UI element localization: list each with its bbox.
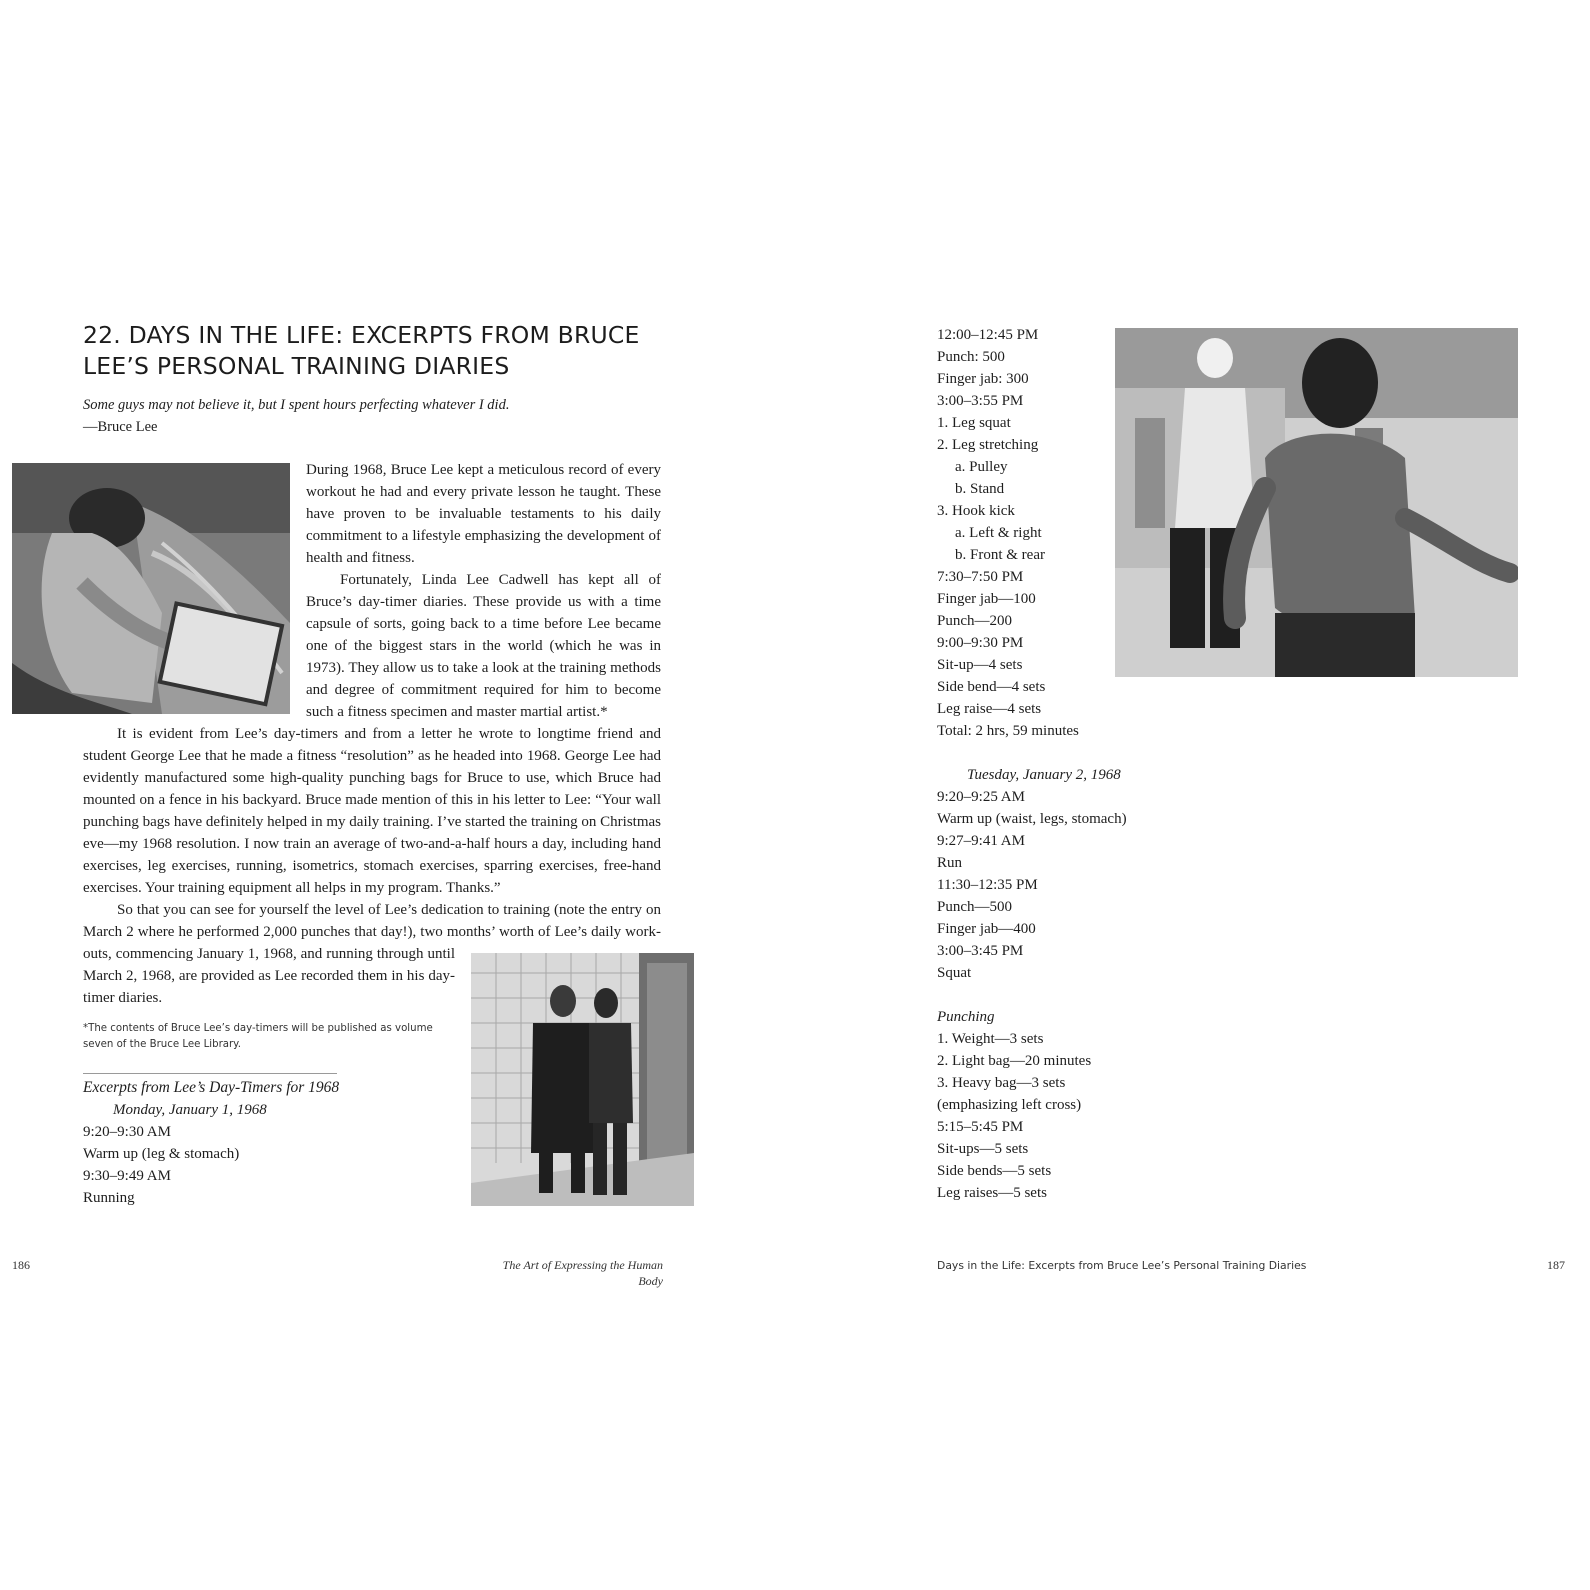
epigraph-attribution: —Bruce Lee xyxy=(83,419,158,435)
diary-entry: Warm up (leg & stomach) xyxy=(83,1146,240,1162)
epigraph-quote: Some guys may not believe it, but I spent hours perfecting whatever I did. xyxy=(83,397,510,413)
photo-lee-fighting-stance-image xyxy=(1115,328,1518,677)
diary-entry: Warm up (waist, legs, stomach) xyxy=(937,811,1127,827)
photo-lee-with-george-lee-image xyxy=(471,953,694,1206)
photo-lee-writing-diary-image xyxy=(12,463,290,714)
diary-entry: Leg raises—5 sets xyxy=(937,1185,1047,1201)
diary-entry: Side bend—4 sets xyxy=(937,679,1046,695)
diary-excerpts-jan1-start xyxy=(83,1077,339,1209)
diary-entry: 3. Hook kick xyxy=(937,503,1015,519)
diary-entry: Finger jab: 300 xyxy=(937,371,1029,387)
intro-paragraph-4-end: outs, commencing January 1, 1968, and running through until March 2, 1968, are provided as Lee recorded them in his day-timer diaries. xyxy=(83,946,455,1006)
running-head-left: The Art of Expressing the Human Body xyxy=(502,1258,663,1288)
photo-lee-with-george-lee xyxy=(471,953,694,1206)
page-number-right: 187 xyxy=(1547,1258,1565,1272)
diary-day-label: Monday, January 1, 1968 xyxy=(113,1102,267,1118)
footnote: *The contents of Bruce Lee’s day-timers will be published as volume seven of the Bruce Lee Library. xyxy=(83,1023,433,1050)
diary-day-label: Tuesday, January 2, 1968 xyxy=(967,767,1121,783)
diary-entry: 5:15–5:45 PM xyxy=(937,1119,1024,1135)
diary-entry: 2. Light bag—20 minutes xyxy=(937,1053,1092,1069)
diary-entry: Squat xyxy=(937,965,972,981)
intro-paragraph-3: It is evident from Lee’s day-timers and from a letter he wrote to longtime friend and student George Lee that he made a fitness “resolution” as he headed into 1968. George Lee had evidently manufactured some high-quality punching bags for Bruce to use, which Bruce had mounted on a fence in his backyard. Bruce made mention of this in his letter to Lee: “Your wall punching bags have definitely helped in my daily training. I’ve started the training on Christmas eve—my 1968 resolution. I now train an average of two-and-a-half hours a day, including hand exercises, leg exercises, running, isometrics, stomach exercises, sparring exercises, free-hand exercises. Your training equipment all helps in my program. Thanks.” xyxy=(83,726,661,896)
diary-entry: 1. Weight—3 sets xyxy=(937,1031,1044,1047)
diary-entry: 3:00–3:55 PM xyxy=(937,393,1024,409)
diary-entry: 9:00–9:30 PM xyxy=(937,635,1024,651)
diary-entry: b. Front & rear xyxy=(955,547,1045,563)
intro-paragraph-4-start: So that you can see for yourself the level of Lee’s dedication to training (note the entry on March 2 where he performed 2,000 punches that day!), two months’ worth of Lee’s daily work- xyxy=(83,902,661,940)
diary-entry: 12:00–12:45 PM xyxy=(937,327,1039,343)
diary-entry: 9:30–9:49 AM xyxy=(83,1168,171,1184)
diary-excerpts-jan1-continued xyxy=(937,324,1127,1204)
spacer xyxy=(937,742,1127,764)
diary-entry: Sit-ups—5 sets xyxy=(937,1141,1029,1157)
diary-entry: Punch: 500 xyxy=(937,349,1005,365)
intro-paragraph-2: Fortunately, Linda Lee Cadwell has kept all of Bruce’s day-timer diaries. These provide us with a time capsule of sorts, going back to a time before Lee became one of the biggest stars in the world (which he was in 1973). They allow us to take a look at the training methods and degree of commitment required for him to become such a fitness specimen and master martial artist.* xyxy=(306,572,661,720)
diary-entry: 11:30–12:35 PM xyxy=(937,877,1038,893)
diary-entry: Sit-up—4 sets xyxy=(937,657,1023,673)
diary-entry: Punch—200 xyxy=(937,613,1012,629)
diary-entry: 1. Leg squat xyxy=(937,415,1011,431)
diary-heading: Excerpts from Lee’s Day-Timers for 1968 xyxy=(83,1079,340,1096)
diary-entry: 9:20–9:30 AM xyxy=(83,1124,171,1140)
diary-entry: Punch—500 xyxy=(937,899,1012,915)
diary-entry: 3. Heavy bag—3 sets xyxy=(937,1075,1066,1091)
section-divider xyxy=(83,1073,337,1074)
diary-entry: 2. Leg stretching xyxy=(937,437,1039,453)
diary-entry: Leg raise—4 sets xyxy=(937,701,1042,717)
diary-entry: b. Stand xyxy=(955,481,1005,497)
diary-entry: Finger jab—100 xyxy=(937,591,1036,607)
diary-entry: Running xyxy=(83,1190,135,1206)
diary-entry: a. Left & right xyxy=(955,525,1042,541)
diary-entry: Side bends—5 sets xyxy=(937,1163,1052,1179)
page-number-left: 186 xyxy=(12,1258,30,1272)
diary-subheading-punching: Punching xyxy=(937,1009,995,1025)
chapter-title: 22. DAYS IN THE LIFE: EXCERPTS FROM BRUCE LEE’S PERSONAL TRAINING DIARIES xyxy=(83,321,640,380)
photo-lee-fighting-stance xyxy=(1115,328,1518,677)
diary-entry: Finger jab—400 xyxy=(937,921,1036,937)
diary-entry: 7:30–7:50 PM xyxy=(937,569,1024,585)
diary-entry: Total: 2 hrs, 59 minutes xyxy=(937,723,1079,739)
diary-entry: a. Pulley xyxy=(955,459,1008,475)
diary-entry: 3:00–3:45 PM xyxy=(937,943,1024,959)
running-head-right: Days in the Life: Excerpts from Bruce Lee’s Personal Training Diaries xyxy=(937,1259,1307,1272)
diary-entry: 9:27–9:41 AM xyxy=(937,833,1025,849)
diary-entry: (emphasizing left cross) xyxy=(937,1097,1082,1113)
intro-paragraph-1: During 1968, Bruce Lee kept a meticulous record of every workout he had and every private lesson he taught. These have proven to be invaluable testaments to his daily commitment to a lifestyle emphasizing the development of health and fitness. xyxy=(306,462,661,566)
photo-lee-writing-diary xyxy=(12,463,290,714)
epigraph xyxy=(83,394,683,438)
diary-entry: 9:20–9:25 AM xyxy=(937,789,1025,805)
spacer xyxy=(937,984,1127,1006)
right-page xyxy=(795,0,1590,1590)
diary-entry: Run xyxy=(937,855,963,871)
